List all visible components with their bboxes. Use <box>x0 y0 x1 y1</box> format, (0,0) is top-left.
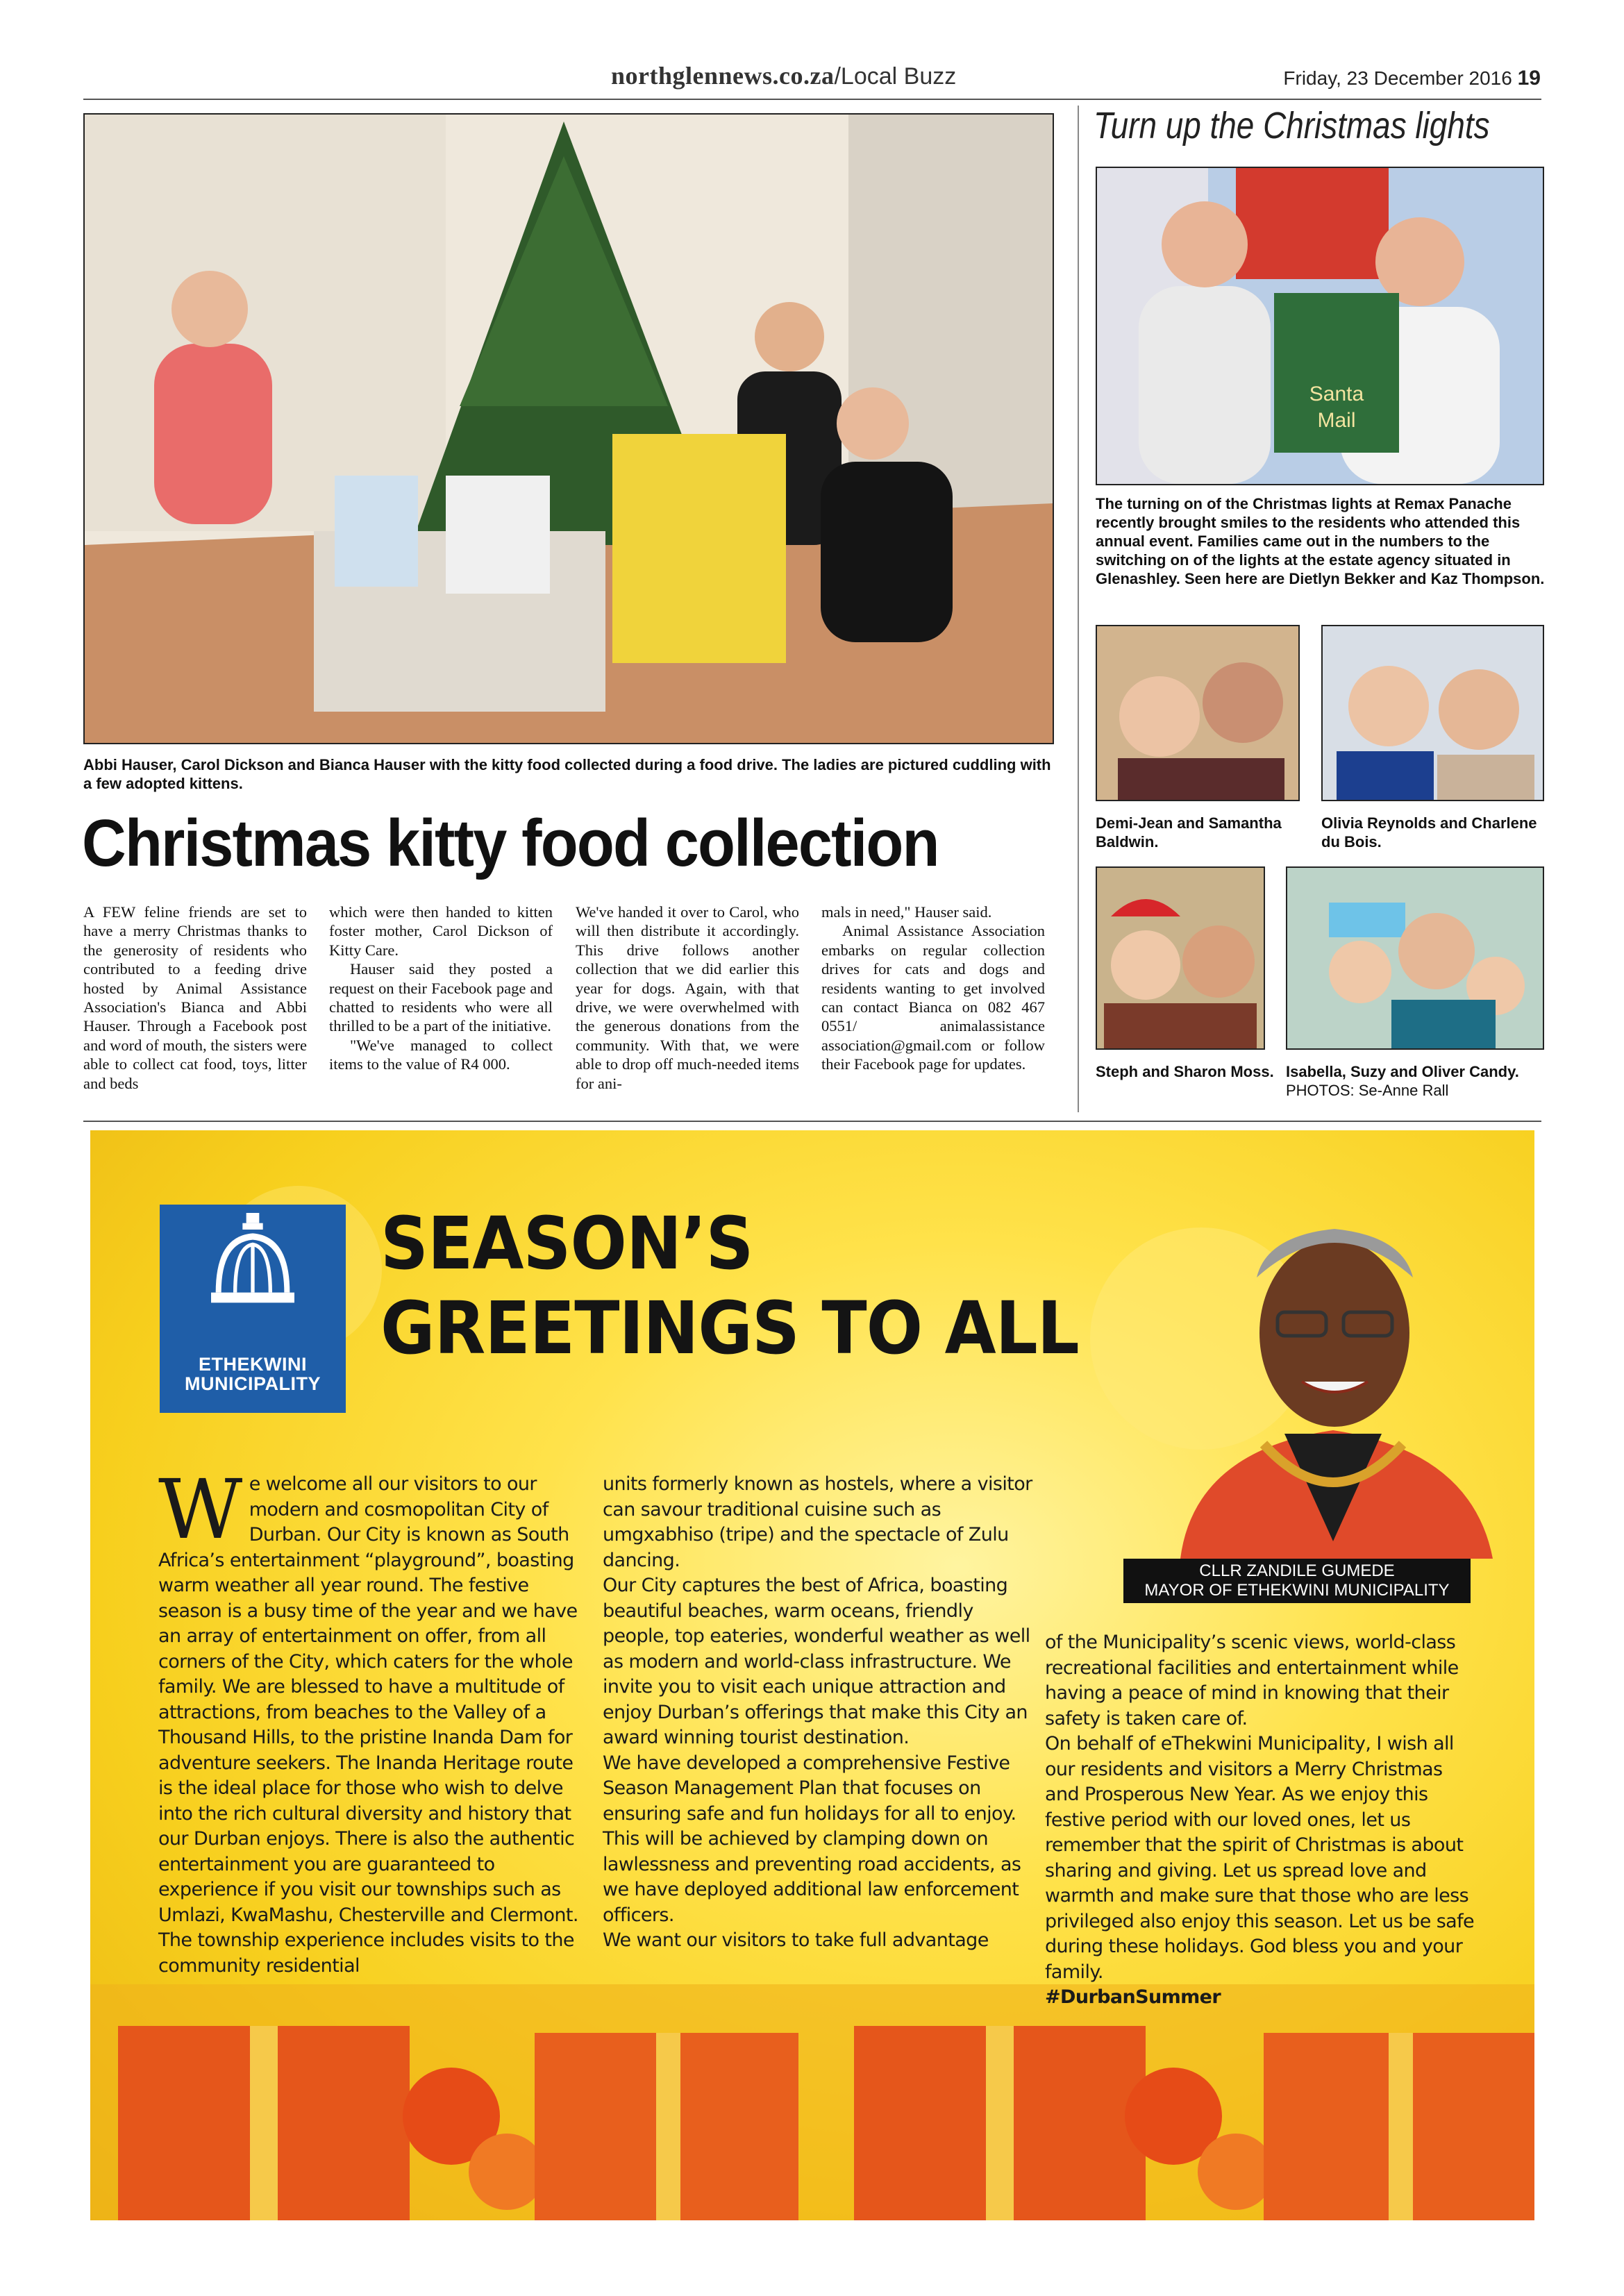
story-column-4 <box>821 903 1045 1074</box>
issue-date: Friday, 23 December 2016 <box>1283 67 1512 89</box>
page-number: 19 <box>1517 67 1541 90</box>
section-name: /Local Buzz <box>834 63 957 90</box>
advert-headline <box>380 1201 1079 1371</box>
candy-caption-block <box>1286 1062 1543 1100</box>
logo-line-1: ETHEKWINI <box>199 1354 307 1375</box>
story-paragraph: We've handed it over to Carol, who will then distribute it accordingly. This drive follows another collection that we did earlier this year for dogs. Again, with that drive, we were overwhelmed with the generous donations from the community. With that, we were able to drop off much-needed items for ani- <box>576 903 799 1092</box>
drop-cap: W <box>158 1461 242 1557</box>
header-rule <box>83 99 1541 100</box>
masthead <box>611 61 956 90</box>
advert-headline-line-2: GREETINGS TO ALL <box>380 1286 1079 1371</box>
story-paragraph: which were then handed to kitten foster mother, Carol Dickson of Kitty Care. <box>329 903 553 959</box>
advert-paragraph: of the Municipality’s scenic views, world-class recreational facilities and entertainment while having a peace of mind in knowing that their safety is taken care of. <box>1045 1632 1459 1729</box>
candy-photo <box>1286 866 1544 1050</box>
reynolds-photo <box>1321 625 1544 801</box>
city-hall-dome-icon <box>160 1205 346 1343</box>
kitty-food-photo <box>83 113 1054 744</box>
story-paragraph: Hauser said they posted a request on their Facebook page and chatted to residents who were all thrilled to be a part of the initiative. <box>329 960 553 1035</box>
svg-text:Santa: Santa <box>1309 383 1364 405</box>
story-column-2 <box>329 903 553 1074</box>
section-rule <box>83 1121 1541 1122</box>
story-paragraph: A FEW feline friends are set to have a merry Christmas thanks to the generosity of residents who contributed to a feeding drive hosted by Animal Assistance Association's Bianca and Abbi Hauser. Through a Facebook post and word of mouth, the sisters were able to collect cat food, toys, litter and beds <box>83 903 307 1092</box>
story-paragraph: "We've managed to collect items to the value of R4 000. <box>329 1036 553 1073</box>
advert-paragraph: units formerly known as hostels, where a visitor can savour traditional cuisine such as umgxabhiso (tripe) and the spectacle of Zulu dancing. <box>603 1473 1032 1571</box>
sidebar-title: Turn up the Christmas lights <box>1094 105 1490 146</box>
advert-paragraph: We want our visitors to take full advantage <box>603 1929 989 1951</box>
mayor-badge <box>1123 1559 1471 1603</box>
advert-column-1 <box>158 1461 582 1979</box>
advert-column-2 <box>603 1472 1033 1954</box>
advert-paragraph: Our City captures the best of Africa, boasting beautiful beaches, warm oceans, friendly people, top eateries, wonderful weather as well as modern and world-class infrastructure. We invite you to visit each unique attraction and enjoy Durban’s offerings that make this City an award winning tourist destination. <box>603 1575 1030 1748</box>
column-divider <box>1078 106 1079 1112</box>
advert-hashtag: #DurbanSummer <box>1045 1986 1221 2008</box>
dateline <box>1283 67 1541 90</box>
advert-paragraph: On behalf of eThekwini Municipality, I wish all our residents and visitors a Merry Christmas and Prosperous New Year. As we enjoy this festive period with our loved ones, let us remember that the spirit of Christmas is about sharing and giving. Let us spread love and warmth and make sure that those who are less privileged also enjoy this season. Let us be safe during these holidays. God bless you and your family. <box>1045 1733 1475 1983</box>
christmas-lights-photo <box>1096 167 1544 485</box>
advert-paragraph: e welcome all our visitors to our modern and cosmopolitan City of Durban. Our City is known as South Africa’s entertainment “playground”, boasting warm weather all year round. The festive season is a busy time of the year and we have an array of entertainment on offer, from all corners of the City, which caters for the whole family. We are blessed to have a multitude of attractions, from beaches to the Valley of a Thousand Hills, to the pristine Inanda Dam for adventure seekers. The Inanda Heritage route is the ideal place for those who wish to delve into the rich cultural diversity and history that our Durban enjoys. There is also the authentic entertainment you are guaranteed to experience if you visit our townships such as Umlazi, KwaMashu, Chesterville and Clermont. The township experience includes visits to the community residential <box>158 1473 578 1977</box>
story-column-1 <box>83 903 307 1093</box>
advert-paragraph: We have developed a comprehensive Festive Season Management Plan that focuses on ensuring safe and fun holidays for all to enjoy. This will be achieved by clamping down on lawlessness and preventing road accidents, as we have deployed additional law enforcement officers. <box>603 1752 1021 1926</box>
logo-line-2: MUNICIPALITY <box>185 1373 321 1394</box>
candy-caption: Isabella, Suzy and Oliver Candy. <box>1286 1063 1519 1080</box>
site-name: northglennews.co.za <box>611 62 835 90</box>
mayor-title: MAYOR OF ETHEKWINI MUNICIPALITY <box>1144 1581 1450 1600</box>
sidebar-main-caption: The turning on of the Christmas lights at Remax Panache recently brought smiles to the residents who attended this annual event. Families came out in the numbers to the switching on of the lights at the estate agency situated in Glenashley. Seen here are Dietlyn Bekker and Kaz Thompson. <box>1096 495 1545 587</box>
svg-text:Mail: Mail <box>1317 409 1356 432</box>
story-headline: Christmas kitty food collection <box>82 806 939 880</box>
ethekwini-logo <box>160 1205 346 1413</box>
story-paragraph: mals in need," Hauser said. <box>821 903 992 921</box>
mayor-name: CLLR ZANDILE GUMEDE <box>1199 1561 1395 1580</box>
main-photo-caption: Abbi Hauser, Carol Dickson and Bianca Hauser with the kitty food collected during a food drive. The ladies are pictured cuddling with a few adopted kittens. <box>83 756 1051 792</box>
story-column-3 <box>576 903 799 1093</box>
advert-column-3 <box>1045 1630 1481 2011</box>
baldwin-photo <box>1096 625 1300 801</box>
advert-headline-line-1: SEASON’S <box>380 1201 753 1286</box>
story-paragraph: Animal Assistance Association embarks on regular collection drives for cats and dogs and residents wanting to get involved can contact Bianca on 082 467 0551/ animalassistance association@gmail.com or follow their Facebook page for updates. <box>821 922 1045 1073</box>
reynolds-caption: Olivia Reynolds and Charlene du Bois. <box>1321 814 1537 850</box>
moss-photo <box>1096 866 1265 1050</box>
moss-caption: Steph and Sharon Moss. <box>1096 1063 1274 1080</box>
photo-credit: PHOTOS: Se-Anne Rall <box>1286 1082 1449 1099</box>
mayor-portrait <box>1139 1194 1534 1559</box>
baldwin-caption: Demi-Jean and Samantha Baldwin. <box>1096 814 1282 850</box>
